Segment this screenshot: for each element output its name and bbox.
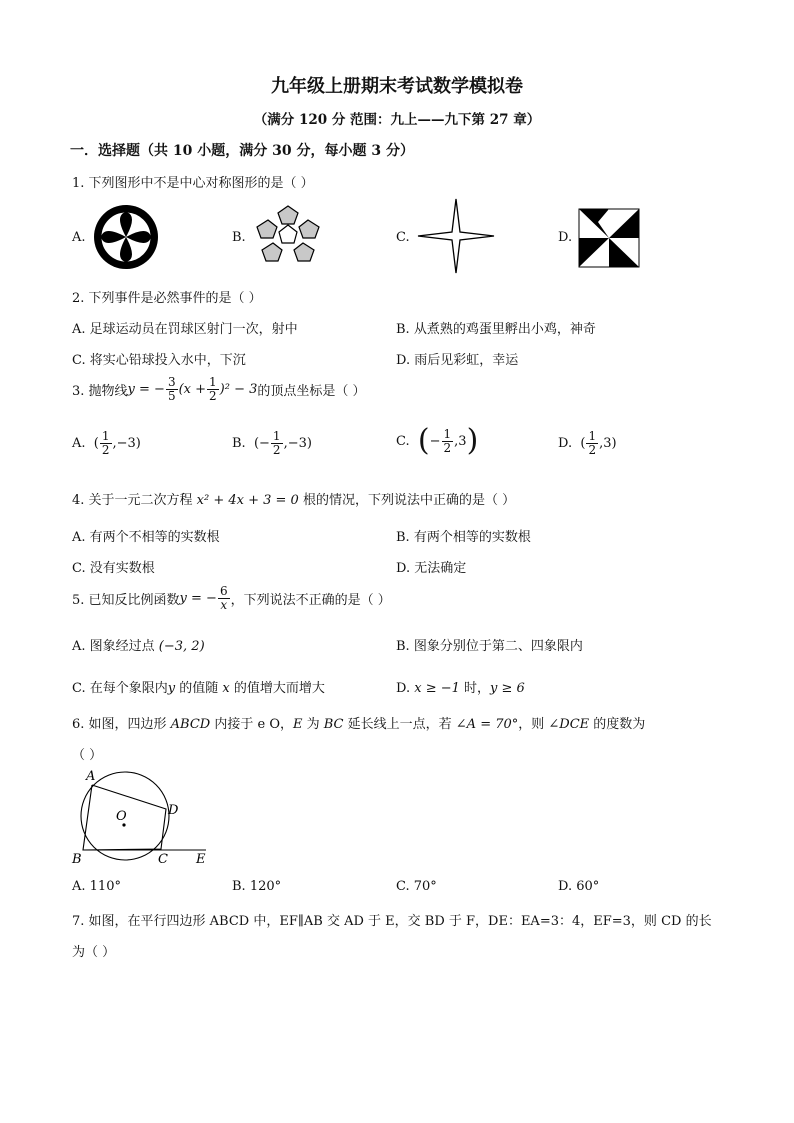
q3-option-c-fraction: $\frac{1}{2}$ xyxy=(443,426,452,455)
q5-option-b: B. 图象分别位于第二、四象限内 xyxy=(396,639,583,654)
q5-option-a-text: A. 图象经过点 xyxy=(72,639,159,654)
q6-label-b: B xyxy=(72,852,82,867)
question-5-stem xyxy=(72,585,391,612)
q6-label-a: A xyxy=(86,769,96,784)
q6-label-d: D xyxy=(168,803,179,818)
q3-formula-fraction-2: $\frac{1}{2}$ xyxy=(209,375,217,403)
q5-option-c-var-y: y xyxy=(167,681,176,696)
q6-stem-part-7: 的度数为 xyxy=(589,717,646,732)
q3-option-d-tail: ,3) xyxy=(599,436,617,451)
q6-stem-part-2: 内接于 xyxy=(210,717,258,732)
q4-equation: x² + 4x + 3 = 0 xyxy=(196,493,299,508)
q3-formula-fraction-1: $\frac{3}{5}$ xyxy=(167,375,176,403)
q6-angle-a: ∠A = 70° xyxy=(455,717,519,732)
q5-option-c-text-1: C. 在每个象限内 xyxy=(72,681,168,696)
q5-option-a-point: (−3, 2) xyxy=(158,639,205,654)
q3-option-b-fraction: $\frac{1}{2}$ xyxy=(272,429,281,457)
q6-stem-part-1: 6. 如图，四边形 xyxy=(72,717,171,732)
question-4-stem xyxy=(72,489,515,508)
q3-option-b-tail: ,−3) xyxy=(283,436,312,451)
q6-label-o: O xyxy=(116,809,127,824)
q2-option-a: A. 足球运动员在罚球区射门一次，射中 xyxy=(72,322,298,337)
question-1-stem: 1. 下列图形中不是中心对称图形的是（ ） xyxy=(72,176,314,191)
q6-var-bc: BC xyxy=(323,717,344,732)
q1-option-b-label: B. xyxy=(232,230,246,245)
q6-stem-part-3: ， xyxy=(279,717,293,732)
q6-option-d: D. 60° xyxy=(558,879,600,894)
q2-option-b: B. 从煮熟的鸡蛋里孵出小鸡，神奇 xyxy=(396,322,596,337)
q1-option-c-label: C. xyxy=(396,230,410,245)
q6-label-c: C xyxy=(158,852,168,867)
q3-option-a-label: A. xyxy=(72,436,86,451)
q6-circle-o: e O xyxy=(257,717,280,732)
q5-option-c-text-2: 的值随 xyxy=(175,681,223,696)
q6-answer-paren: （ ） xyxy=(72,748,103,763)
q3-option-a-tail: ,−3) xyxy=(112,436,141,451)
question-6-stem xyxy=(72,713,645,732)
q5-option-c-text-3: 的值增大而增大 xyxy=(229,681,325,696)
exam-title: 九年级上册期末考试数学模拟卷 xyxy=(271,76,523,97)
q1-option-a-label: A. xyxy=(72,230,86,245)
q3-formula-tail: )² − 3 xyxy=(219,382,258,397)
q4-suffix: 根的情况，下列说法中正确的是（ ） xyxy=(298,493,516,508)
q6-option-b: B. 120° xyxy=(232,879,282,894)
q5-option-d-condition: x ≥ −1 xyxy=(414,681,460,696)
question-3-stem xyxy=(72,376,366,403)
q3-option-d-label: D. xyxy=(558,436,573,451)
q3-option-d-fraction: $\frac{1}{2}$ xyxy=(588,429,597,457)
question-7-line-1: 7. 如图，在平行四边形 ABCD 中，EF∥AB 交 AD 于 E，交 BD 于 F，DE：EA=3：4，EF=3，则 CD 的长 xyxy=(72,914,712,929)
q5-option-a xyxy=(72,635,205,654)
q4-option-a: A. 有两个不相等的实数根 xyxy=(72,530,220,545)
q3-option-c-tail: ,3 xyxy=(454,433,467,449)
question-7-line-2: 为（ ） xyxy=(72,945,116,960)
four-petal-flower-circle-icon xyxy=(92,203,160,271)
q3-prefix: 3. 抛物线 xyxy=(72,384,128,399)
q3-option-d: D. ( $\frac{1}{2}$ ,3) xyxy=(558,429,617,457)
pinwheel-icon xyxy=(578,208,640,268)
four-point-star-icon xyxy=(416,198,496,274)
q5-prefix: 5. 已知反比例函数 xyxy=(72,593,180,608)
q6-stem-part-4: 为 xyxy=(302,717,324,732)
q5-suffix: ，下列说法不正确的是（ ） xyxy=(230,593,391,608)
q3-option-c-label: C. xyxy=(396,433,410,449)
section-heading: 一．选择题（共 10 小题，满分 30 分，每小题 3 分） xyxy=(70,143,414,159)
q3-option-a-fraction: $\frac{1}{2}$ xyxy=(101,429,110,457)
q4-option-d: D. 无法确定 xyxy=(396,561,467,576)
q3-suffix: 的顶点坐标是（ ） xyxy=(257,384,366,399)
q2-option-c: C. 将实心铅球投入水中，下沉 xyxy=(72,353,246,368)
q6-stem-part-5: 延长线上一点，若 xyxy=(343,717,456,732)
q4-prefix: 4. 关于一元二次方程 xyxy=(72,493,197,508)
q6-stem-part-6: ，则 xyxy=(518,717,549,732)
q5-function-fraction: $\frac{6}{x}$ xyxy=(219,584,228,612)
q5-option-d-result: y ≥ 6 xyxy=(490,681,525,696)
q1-option-d-label: D. xyxy=(558,230,573,245)
q6-label-e: E xyxy=(196,852,206,867)
q5-option-c-var-x: x xyxy=(222,681,230,696)
q5-option-c xyxy=(72,677,325,696)
q3-option-b-label: B. xyxy=(232,436,246,451)
q3-formula-mid: (x + xyxy=(178,382,207,397)
q5-option-d-label: D. xyxy=(396,681,415,696)
q4-option-c: C. 没有实数根 xyxy=(72,561,155,576)
exam-subtitle: （满分 120 分 范围：九上——九下第 27 章） xyxy=(253,112,541,128)
q5-option-d-mid: 时， xyxy=(459,681,491,696)
q3-option-b: B. (− $\frac{1}{2}$ ,−3) xyxy=(232,429,312,457)
question-2-stem: 2. 下列事件是必然事件的是（ ） xyxy=(72,291,262,306)
q6-var-abcd: ABCD xyxy=(170,717,211,732)
q4-option-b: B. 有两个相等的实数根 xyxy=(396,530,531,545)
pentagon-cluster-icon xyxy=(252,205,324,271)
q6-inscribed-quadrilateral-figure xyxy=(66,768,216,868)
q3-option-c: C. ( − $\frac{1}{2}$ ,3 ) xyxy=(396,423,479,458)
q5-function-lhs: y = − xyxy=(179,591,217,606)
q3-formula: y = − xyxy=(127,382,165,397)
q6-var-e: E xyxy=(293,717,303,732)
q6-angle-dce: ∠DCE xyxy=(548,717,590,732)
q6-option-a: A. 110° xyxy=(72,879,121,894)
q3-option-a: A. ( $\frac{1}{2}$ ,−3) xyxy=(72,429,141,457)
q5-option-d xyxy=(396,677,525,696)
q6-option-c: C. 70° xyxy=(396,879,437,894)
q2-option-d: D. 雨后见彩虹，幸运 xyxy=(396,353,519,368)
